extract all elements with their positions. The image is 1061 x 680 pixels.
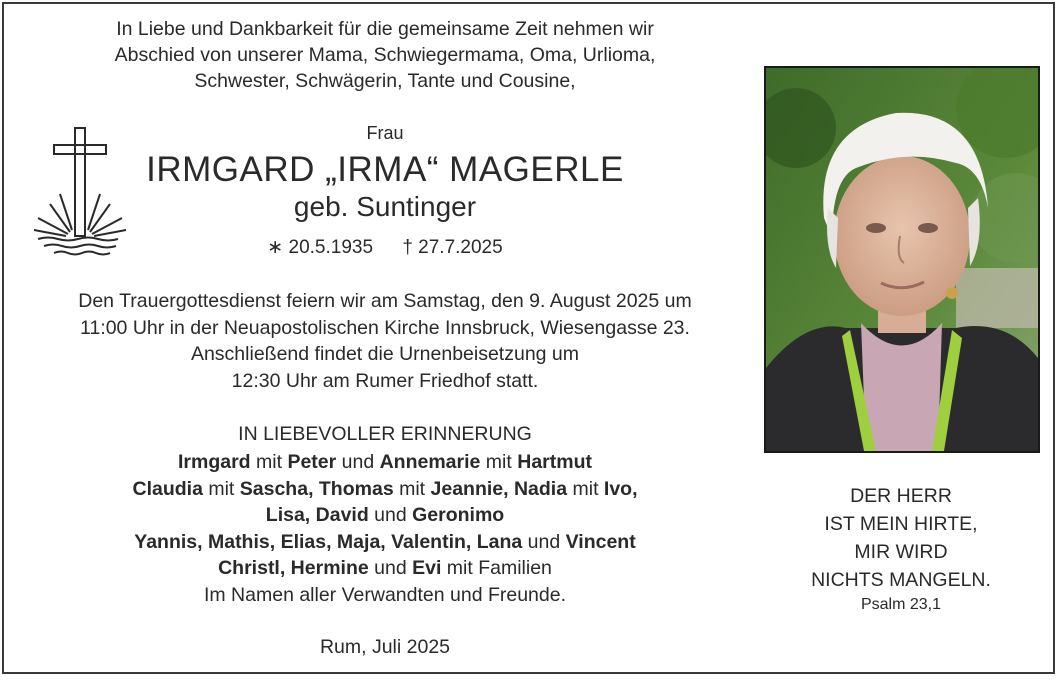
service-line: 12:30 Uhr am Rumer Friedhof statt. [231, 369, 539, 392]
service-line: Anschließend findet die Urnenbeisetzung um [190, 343, 580, 365]
verse-line: NICHTS MANGELN. [811, 569, 991, 591]
mourner-name: Vincent [565, 530, 636, 553]
salutation: Frau [366, 123, 404, 143]
intro-line: Abschied von unserer Mama, Schwiegermama, Oma, Urlioma, [114, 44, 656, 66]
mourner-connector: und [368, 504, 413, 526]
mourner-name: Sascha, Thomas [239, 477, 394, 500]
mourner-connector: mit [202, 477, 240, 500]
place-date: Rum, Juli 2025 [319, 636, 451, 658]
portrait-photo [764, 66, 1040, 453]
mourner-connector: mit [480, 451, 518, 473]
mourner-line [20, 582, 750, 609]
mourner-name: Yannis, Mathis, Elias, Maja, Valentin, Lana [134, 530, 523, 553]
mourner-connector: mit [567, 477, 604, 500]
service-line: 11:00 Uhr in der Neuapostolischen Kirche Innsbruck, Wiesengasse 23. [80, 316, 690, 339]
mourner-connector: und [522, 530, 566, 553]
mourner-connector: mit Familien [441, 557, 552, 579]
mourner-connector: mit [393, 477, 431, 500]
service-line: Den Trauergottesdienst feiern wir am Samstag, den 9. August 2025 um [78, 290, 692, 312]
mourner-name: Lisa, David [265, 504, 369, 526]
mourners-list [20, 449, 750, 608]
mourner-line [20, 449, 750, 476]
bible-verse [770, 482, 1032, 594]
mourner-name: Christl, Hermine [218, 557, 369, 579]
life-dates [20, 236, 750, 259]
verse-line: DER HERR [850, 485, 952, 507]
mourner-name: Irmgard [177, 451, 251, 473]
mourner-line [20, 502, 750, 529]
mourner-connector: und [336, 451, 380, 473]
birth-name: geb. Suntinger [293, 191, 477, 222]
death-date: † 27.7.2025 [402, 237, 503, 258]
mourner-line [20, 529, 750, 556]
service-info [20, 288, 750, 394]
deceased-name: IRMGARD „IRMA“ MAGERLE [146, 150, 624, 189]
mourner-name: Jeannie, Nadia [430, 477, 568, 500]
verse-reference: Psalm 23,1 [860, 596, 942, 613]
mourner-name: Annemarie [379, 451, 481, 473]
mourner-connector: und [368, 557, 413, 579]
memory-heading: IN LIEBEVOLLER ERINNERUNG [238, 423, 532, 445]
mourner-name: Evi [412, 557, 442, 579]
mourner-connector: mit [250, 451, 288, 473]
mourner-connector: Im Namen aller Verwandten und Freunde. [203, 583, 567, 606]
intro-line: In Liebe und Dankbarkeit für die gemeinsame Zeit nehmen wir [116, 18, 654, 40]
verse-line: MIR WIRD [854, 541, 948, 563]
intro-text [20, 16, 750, 94]
birth-date: ∗ 20.5.1935 [267, 237, 374, 258]
mourner-name: Hartmut [517, 451, 592, 473]
mourner-name: Claudia [132, 477, 203, 500]
mourner-line [20, 555, 750, 582]
verse-line: IST MEIN HIRTE, [824, 513, 978, 535]
mourner-name: Geronimo [412, 504, 505, 526]
mourner-line [20, 476, 750, 503]
intro-line: Schwester, Schwägerin, Tante und Cousine, [194, 70, 576, 92]
mourner-name: Ivo, [603, 477, 638, 500]
mourner-name: Peter [287, 451, 337, 473]
